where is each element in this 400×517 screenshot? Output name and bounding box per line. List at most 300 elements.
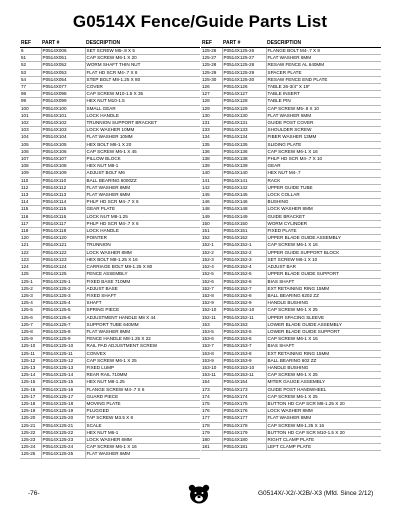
table-row bbox=[20, 408, 200, 415]
part-number-cell: P0514X125-14 bbox=[41, 372, 85, 379]
part-number-cell: P0514X146 bbox=[222, 199, 266, 206]
part-number-cell: P0514X125-22 bbox=[41, 429, 85, 436]
description-cell: FLAT WASHER 8MM bbox=[85, 328, 200, 335]
description-cell: FLAT WASHER 6MM bbox=[85, 451, 200, 458]
ref-cell: 126 bbox=[201, 84, 222, 91]
description-cell: UPPER BLADE GUIDE ASSEMBLY bbox=[266, 235, 381, 242]
ref-cell: 125-2 bbox=[20, 285, 41, 292]
part-number-cell: P0514X178 bbox=[222, 422, 266, 429]
ref-cell: 153-10 bbox=[201, 364, 222, 371]
part-number-cell: P0514X108 bbox=[41, 163, 85, 170]
description-cell: REAR RAIL 710MM bbox=[85, 372, 200, 379]
part-number-cell: P0514X125-23 bbox=[41, 436, 85, 443]
ref-cell: 154 bbox=[201, 379, 222, 386]
ref-cell: 125-29 bbox=[201, 69, 222, 76]
ref-cell: 125-4 bbox=[20, 300, 41, 307]
table-row bbox=[201, 386, 381, 393]
table-row bbox=[201, 120, 381, 127]
part-number-cell: P0514X100 bbox=[41, 105, 85, 112]
ref-cell: 152-1 bbox=[201, 242, 222, 249]
description-cell: GUIDE POST COVER bbox=[266, 120, 381, 127]
part-number-cell: P0514X134 bbox=[222, 134, 266, 141]
table-row bbox=[201, 127, 381, 134]
table-row bbox=[20, 134, 200, 141]
part-number-cell: P0514X077 bbox=[41, 84, 85, 91]
description-cell: TAP SCREW M3.5 X 8 bbox=[85, 415, 200, 422]
description-cell: FLAT WASHER 10MM bbox=[85, 134, 200, 141]
ref-cell: 138 bbox=[201, 156, 222, 163]
parts-table-left bbox=[20, 40, 200, 459]
description-cell: POINTER bbox=[85, 235, 200, 242]
table-row bbox=[20, 156, 200, 163]
table-header-row bbox=[20, 40, 200, 48]
part-number-cell: P0514X152-9 bbox=[222, 300, 266, 307]
description-cell: PLUGGED bbox=[85, 408, 200, 415]
ref-cell: 118 bbox=[20, 228, 41, 235]
description-cell: SHOULDER SCREW bbox=[266, 127, 381, 134]
ref-cell: 114 bbox=[20, 199, 41, 206]
description-cell: GEAR PLATE bbox=[85, 206, 200, 213]
description-cell: BUSHING bbox=[266, 199, 381, 206]
description-cell: BIAS SHAFT bbox=[266, 278, 381, 285]
ref-cell: 109 bbox=[20, 170, 41, 177]
part-number-cell: P0514X125-29 bbox=[222, 69, 266, 76]
description-cell: LOCK WASHER 8MM bbox=[266, 408, 381, 415]
ref-cell: 130 bbox=[201, 112, 222, 119]
part-number-cell: P0514X122 bbox=[41, 249, 85, 256]
ref-cell: 125-16 bbox=[20, 386, 41, 393]
part-number-cell: P0514X125-5 bbox=[41, 307, 85, 314]
description-cell: HEX NUT M6-1 bbox=[85, 429, 200, 436]
table-row bbox=[20, 249, 200, 256]
ref-cell: 153-11 bbox=[201, 372, 222, 379]
ref-cell: 152-3 bbox=[201, 256, 222, 263]
ref-cell: 152-5 bbox=[201, 271, 222, 278]
ref-cell: 153-5 bbox=[201, 328, 222, 335]
ref-cell: 105 bbox=[20, 141, 41, 148]
part-number-cell: P0514X125-28 bbox=[222, 62, 266, 69]
part-number-cell: P0514X174 bbox=[222, 393, 266, 400]
part-number-cell: P0514X141 bbox=[222, 177, 266, 184]
ref-cell: 152-8 bbox=[201, 292, 222, 299]
part-number-cell: P0514X140 bbox=[222, 170, 266, 177]
description-cell: LOCK HANDLE bbox=[85, 112, 200, 119]
description-cell: LOWER BLADE GUIDE ASSEMBLY bbox=[266, 321, 381, 328]
table-row bbox=[201, 184, 381, 191]
description-cell: HEX NUT M10-1.5 bbox=[85, 98, 200, 105]
ref-cell: 125-19 bbox=[20, 408, 41, 415]
description-cell: UPPER GUIDE TUBE bbox=[266, 184, 381, 191]
description-cell: SLIDING PLATE bbox=[266, 141, 381, 148]
part-number-cell: P0514X106 bbox=[41, 148, 85, 155]
part-number-cell: P0514X153-7 bbox=[222, 343, 266, 350]
part-number-cell: P0514X180 bbox=[222, 436, 266, 443]
description-cell: PHLP HD SCR M4-.7 X 10 bbox=[266, 156, 381, 163]
part-number-cell: P0514X117 bbox=[41, 220, 85, 227]
description-cell: RIGHT CLAMP PLATE bbox=[266, 436, 381, 443]
part-number-cell: P0514X128 bbox=[222, 98, 266, 105]
description-cell: CAP SCREW M6-1 X 25 bbox=[266, 307, 381, 314]
part-number-cell: P0514X110 bbox=[41, 177, 85, 184]
part-number-cell: P0514X114 bbox=[41, 199, 85, 206]
part-number-cell: P0514X125-18 bbox=[41, 400, 85, 407]
ref-cell: 112 bbox=[20, 184, 41, 191]
part-number-cell: P0514X125-12 bbox=[41, 357, 85, 364]
table-row bbox=[201, 62, 381, 69]
table-row bbox=[201, 242, 381, 249]
ref-cell: 117 bbox=[20, 220, 41, 227]
description-cell: GEAR bbox=[266, 163, 381, 170]
ref-cell: 125-5 bbox=[20, 307, 41, 314]
table-row bbox=[201, 400, 381, 407]
description-cell: SCALE bbox=[85, 422, 200, 429]
table-row bbox=[20, 120, 200, 127]
part-number-cell: P0514X152-11 bbox=[222, 314, 266, 321]
part-number-cell: P0514X125-19 bbox=[41, 408, 85, 415]
table-row bbox=[201, 69, 381, 76]
description-cell: HEX NUT M8-1 bbox=[85, 163, 200, 170]
description-cell: BUTTON HD CAP SCR M10-1.5 X 20 bbox=[266, 429, 381, 436]
description-cell: SUPPORT TUBE 640MM bbox=[85, 321, 200, 328]
ref-cell: 152-11 bbox=[201, 314, 222, 321]
table-row bbox=[20, 242, 200, 249]
description-cell: LOCK HANDLE bbox=[85, 228, 200, 235]
part-number-cell: P0514X124 bbox=[41, 264, 85, 271]
part-number-cell: P0514X125-13 bbox=[41, 364, 85, 371]
part-number-cell: P0514X129 bbox=[222, 105, 266, 112]
description-cell: LOCK NUT M8-1.25 bbox=[85, 213, 200, 220]
ref-cell: 129 bbox=[201, 105, 222, 112]
header-part: PART # bbox=[41, 40, 85, 48]
description-cell: BALL BEARING 6202 ZZ bbox=[266, 292, 381, 299]
table-row bbox=[201, 177, 381, 184]
description-cell: SMALL GEAR bbox=[85, 105, 200, 112]
part-number-cell: P0514X107 bbox=[41, 156, 85, 163]
table-row bbox=[20, 220, 200, 227]
part-number-cell: P0514X118 bbox=[41, 228, 85, 235]
table-row bbox=[201, 328, 381, 335]
part-number-cell: P0514X152-10 bbox=[222, 307, 266, 314]
ref-cell: 51 bbox=[20, 55, 41, 62]
ref-cell: 125-3 bbox=[20, 292, 41, 299]
part-number-cell: P0514X152-7 bbox=[222, 285, 266, 292]
part-number-cell: P0514X125-21 bbox=[41, 422, 85, 429]
ref-cell: 153-6 bbox=[201, 336, 222, 343]
ref-cell: 136 bbox=[201, 148, 222, 155]
part-number-cell: P0514X120 bbox=[41, 235, 85, 242]
ref-cell: 142 bbox=[201, 184, 222, 191]
table-row bbox=[201, 285, 381, 292]
part-number-cell: P0514X109 bbox=[41, 170, 85, 177]
part-number-cell: P0514X173 bbox=[222, 386, 266, 393]
ref-cell: 152-10 bbox=[201, 307, 222, 314]
part-number-cell: P0514X153-8 bbox=[222, 350, 266, 357]
description-cell: FIBER WASHER 13MM bbox=[266, 134, 381, 141]
table-row bbox=[20, 206, 200, 213]
description-cell: BIAS SHAFT bbox=[266, 343, 381, 350]
table-row bbox=[20, 307, 200, 314]
description-cell: UPPER SPACING SLEEVE bbox=[266, 314, 381, 321]
ref-cell: 125-6 bbox=[20, 314, 41, 321]
ref-cell: 125-28 bbox=[201, 62, 222, 69]
description-cell: CAP SCREW M8-1.25 X 16 bbox=[266, 422, 381, 429]
description-cell: FENCE HANDLE M8-1.25 X 22 bbox=[85, 336, 200, 343]
part-number-cell: P0514X135 bbox=[222, 141, 266, 148]
ref-cell: 153-8 bbox=[201, 350, 222, 357]
description-cell: LOCK WASHER 6MM bbox=[85, 436, 200, 443]
part-number-cell: P0514X142 bbox=[222, 184, 266, 191]
ref-cell: 152-4 bbox=[201, 264, 222, 271]
ref-cell: 125-10 bbox=[20, 343, 41, 350]
description-cell: ADJUST BAR bbox=[266, 264, 381, 271]
table-row bbox=[201, 91, 381, 98]
part-number-cell: P0514X125-4 bbox=[41, 300, 85, 307]
part-number-cell: P0514X125-6 bbox=[41, 314, 85, 321]
table-row bbox=[201, 429, 381, 436]
table-row bbox=[20, 314, 200, 321]
table-row bbox=[201, 343, 381, 350]
table-row bbox=[201, 415, 381, 422]
description-cell: LEFT CLAMP PLATE bbox=[266, 444, 381, 451]
ref-cell: 101 bbox=[20, 112, 41, 119]
part-number-cell: P0514X177 bbox=[222, 415, 266, 422]
table-row bbox=[20, 235, 200, 242]
description-cell: GUARD PIECE bbox=[85, 393, 200, 400]
ref-cell: 125-17 bbox=[20, 393, 41, 400]
description-cell: BALL BEARING 602 ZZ bbox=[266, 357, 381, 364]
ref-cell: 125-11 bbox=[20, 350, 41, 357]
table-header-row bbox=[201, 40, 381, 48]
table-row bbox=[20, 213, 200, 220]
ref-cell: 140 bbox=[201, 170, 222, 177]
description-cell: BALL BEARING 6000ZZ bbox=[85, 177, 200, 184]
description-cell: LOCK WASHER 10MM bbox=[85, 127, 200, 134]
part-number-cell: P0514X154 bbox=[222, 379, 266, 386]
table-row bbox=[201, 76, 381, 83]
ref-cell: 175 bbox=[201, 400, 222, 407]
table-row bbox=[201, 372, 381, 379]
table-row bbox=[201, 278, 381, 285]
description-cell: FLAT WASHER 6MM bbox=[266, 55, 381, 62]
description-cell: HEX BOLT M6-1 X 20 bbox=[85, 141, 200, 148]
description-cell: HEX BOLT M8-1.25 X 16 bbox=[85, 256, 200, 263]
table-row bbox=[201, 436, 381, 443]
table-row bbox=[201, 379, 381, 386]
table-row bbox=[201, 321, 381, 328]
ref-cell: 120 bbox=[20, 235, 41, 242]
part-number-cell: P0514X103 bbox=[41, 127, 85, 134]
description-cell: FIXED PLATE bbox=[266, 228, 381, 235]
part-number-cell: P0514X152 bbox=[222, 235, 266, 242]
table-row bbox=[20, 400, 200, 407]
part-number-cell: P0514X125-27 bbox=[222, 55, 266, 62]
description-cell: BUTTON HD CAP SCR M8-1.25 X 20 bbox=[266, 400, 381, 407]
part-number-cell: P0514X145 bbox=[222, 192, 266, 199]
part-number-cell: P0514X138 bbox=[222, 156, 266, 163]
description-cell: CAP SCREW M6-1 X 16 bbox=[266, 336, 381, 343]
description-cell: RAIL PAD ADJUSTMENT SCREW bbox=[85, 343, 200, 350]
part-number-cell: P0514X139 bbox=[222, 163, 266, 170]
description-cell: HANDLE BUSHING bbox=[266, 364, 381, 371]
part-number-cell: P0514X125-10 bbox=[41, 343, 85, 350]
part-number-cell: P0514X152-2 bbox=[222, 249, 266, 256]
table-row bbox=[20, 300, 200, 307]
description-cell: FLAT WASHER 6MM bbox=[85, 192, 200, 199]
table-row bbox=[20, 91, 200, 98]
ref-cell: 125-30 bbox=[201, 76, 222, 83]
part-number-cell: P0514X125-8 bbox=[41, 328, 85, 335]
part-number-cell: P0514X152-6 bbox=[222, 278, 266, 285]
table-row bbox=[201, 235, 381, 242]
part-number-cell: P0514X121 bbox=[41, 242, 85, 249]
part-number-cell: P0514X052 bbox=[41, 62, 85, 69]
ref-cell: 107 bbox=[20, 156, 41, 163]
description-cell: UPPER BLADE GUIDE SUPPORT bbox=[266, 271, 381, 278]
table-row bbox=[201, 422, 381, 429]
description-cell: FENCE ASSEMBLY bbox=[85, 271, 200, 278]
description-cell: CAP SCREW M10-1.5 X 35 bbox=[85, 91, 200, 98]
ref-cell: 100 bbox=[20, 105, 41, 112]
part-number-cell: P0514X125-15 bbox=[41, 379, 85, 386]
ref-cell: 125-8 bbox=[20, 328, 41, 335]
description-cell: FLAT WASHER 8MM bbox=[266, 415, 381, 422]
table-row bbox=[20, 436, 200, 443]
description-cell: FLANGE BOLT M4-.7 X 8 bbox=[266, 48, 381, 55]
ref-cell: 54 bbox=[20, 76, 41, 83]
ref-cell: 152 bbox=[201, 235, 222, 242]
description-cell: EXT RETAINING RING 15MM bbox=[266, 350, 381, 357]
table-row bbox=[201, 300, 381, 307]
ref-cell: 128 bbox=[201, 98, 222, 105]
table-row bbox=[20, 199, 200, 206]
ref-cell: 104 bbox=[20, 134, 41, 141]
part-number-cell: P0514X102 bbox=[41, 120, 85, 127]
description-cell: MITER GAUGE ASSEMBLY bbox=[266, 379, 381, 386]
description-cell: GUIDE BRACKET bbox=[266, 213, 381, 220]
ref-cell: 125-20 bbox=[20, 415, 41, 422]
ref-cell: 99 bbox=[20, 98, 41, 105]
description-cell: ADJUST BASE bbox=[85, 285, 200, 292]
description-cell: SET SCREW M5-.8 X 5 bbox=[85, 48, 200, 55]
table-row bbox=[20, 177, 200, 184]
table-row bbox=[20, 62, 200, 69]
part-number-cell: P0514X148 bbox=[222, 206, 266, 213]
ref-cell: 153-9 bbox=[201, 357, 222, 364]
ref-cell: 179 bbox=[201, 429, 222, 436]
ref-cell: 121 bbox=[20, 242, 41, 249]
part-number-cell: P0514X006 bbox=[41, 48, 85, 55]
table-row bbox=[20, 357, 200, 364]
table-row bbox=[20, 76, 200, 83]
part-number-cell: P0514X054 bbox=[41, 76, 85, 83]
ref-cell: 98 bbox=[20, 91, 41, 98]
description-cell: TABLE INSERT bbox=[266, 91, 381, 98]
description-cell: TABLE 26-3/4" X 19" bbox=[266, 84, 381, 91]
table-row bbox=[201, 314, 381, 321]
table-row bbox=[201, 98, 381, 105]
part-number-cell: P0514X153-11 bbox=[222, 372, 266, 379]
part-number-cell: P0514X125-9 bbox=[41, 336, 85, 343]
part-number-cell: P0514X153-6 bbox=[222, 336, 266, 343]
part-number-cell: P0514X131 bbox=[222, 120, 266, 127]
ref-cell: 139 bbox=[201, 163, 222, 170]
table-row bbox=[20, 328, 200, 335]
ref-cell: 134 bbox=[201, 134, 222, 141]
table-row bbox=[20, 48, 200, 55]
ref-cell: 151 bbox=[201, 228, 222, 235]
ref-cell: 146 bbox=[201, 199, 222, 206]
header-ref: REF bbox=[20, 40, 41, 48]
ref-cell: 77 bbox=[20, 84, 41, 91]
description-cell: CAP SCREW M5-.8 X 10 bbox=[266, 105, 381, 112]
ref-cell: 152-7 bbox=[201, 285, 222, 292]
part-number-cell: P0514X125-24 bbox=[41, 444, 85, 451]
table-row bbox=[20, 271, 200, 278]
ref-cell: 152-6 bbox=[201, 278, 222, 285]
part-number-cell: P0514X149 bbox=[222, 213, 266, 220]
ref-cell: 174 bbox=[201, 393, 222, 400]
part-number-cell: P0514X112 bbox=[41, 184, 85, 191]
description-cell: SET SCREW M6-1 X 10 bbox=[266, 256, 381, 263]
table-row bbox=[201, 350, 381, 357]
table-row bbox=[20, 170, 200, 177]
table-row bbox=[201, 408, 381, 415]
part-number-cell: P0514X115 bbox=[41, 206, 85, 213]
table-row bbox=[20, 192, 200, 199]
part-number-cell: P0514X130 bbox=[222, 112, 266, 119]
description-cell: RACK bbox=[266, 177, 381, 184]
table-row bbox=[201, 220, 381, 227]
table-row bbox=[201, 170, 381, 177]
description-cell: CAP SCREW M6-1 X 16 bbox=[266, 148, 381, 155]
description-cell: CARRIAGE BOLT M8-1.25 X 80 bbox=[85, 264, 200, 271]
ref-cell: 133 bbox=[201, 127, 222, 134]
table-row bbox=[20, 98, 200, 105]
part-number-cell: P0514X125-25 bbox=[41, 451, 85, 458]
table-row bbox=[20, 451, 200, 458]
ref-cell: 148 bbox=[201, 206, 222, 213]
table-row bbox=[20, 256, 200, 263]
table-row bbox=[201, 292, 381, 299]
description-cell: COVER bbox=[85, 84, 200, 91]
part-number-cell: P0514X127 bbox=[222, 91, 266, 98]
description-cell: PILLOW BLOCK bbox=[85, 156, 200, 163]
table-row bbox=[201, 141, 381, 148]
model-info: G0514X/-X2/-X2B/-X3 (Mfd. Since 2/12) bbox=[258, 490, 374, 497]
part-number-cell: P0514X152-8 bbox=[222, 292, 266, 299]
ref-cell: 178 bbox=[201, 422, 222, 429]
ref-cell: 125-23 bbox=[20, 436, 41, 443]
ref-cell: 125-24 bbox=[20, 444, 41, 451]
description-cell: CAP SCREW M6-1 X 16 bbox=[266, 242, 381, 249]
table-row bbox=[20, 84, 200, 91]
description-cell: PHLP HD SCR M4-.7 X 6 bbox=[85, 199, 200, 206]
description-cell: TRUNNION bbox=[85, 242, 200, 249]
table-row bbox=[201, 249, 381, 256]
part-number-cell: P0514X125-16 bbox=[41, 386, 85, 393]
part-number-cell: P0514X175 bbox=[222, 400, 266, 407]
table-row bbox=[20, 285, 200, 292]
part-number-cell: P0514X153-5 bbox=[222, 328, 266, 335]
table-row bbox=[20, 112, 200, 119]
part-number-cell: P0514X176 bbox=[222, 408, 266, 415]
description-cell: MOVING PLATE bbox=[85, 400, 200, 407]
ref-cell: 127 bbox=[201, 91, 222, 98]
description-cell: TABLE PIN bbox=[266, 98, 381, 105]
table-row bbox=[201, 105, 381, 112]
description-cell: SHAFT bbox=[85, 300, 200, 307]
header-ref: REF bbox=[201, 40, 222, 48]
